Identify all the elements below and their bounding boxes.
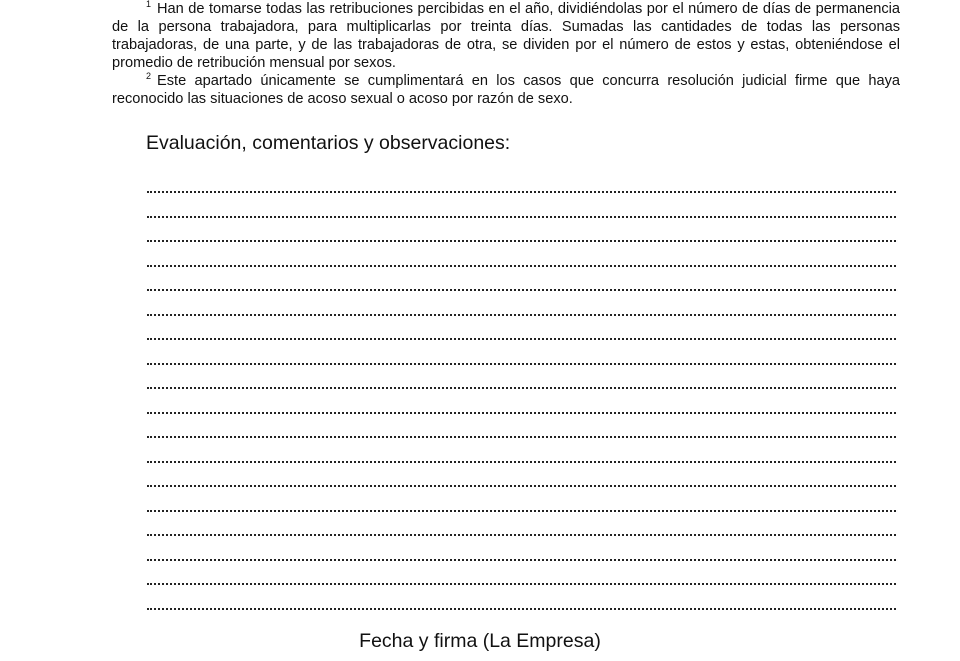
section-title: Evaluación, comentarios y observaciones: bbox=[146, 132, 511, 154]
observation-line bbox=[147, 203, 896, 218]
observation-line bbox=[147, 325, 896, 340]
observation-line bbox=[147, 350, 896, 365]
footnote-1-text: Han de tomarse todas las retribuciones percibidas en el año, dividiéndolas por el número de días de permanencia de la persona trabajadora, para multiplicarlas por treinta días. Sumadas las cantidades de todas las personas trabajadoras, de una parte, y de las trabajadoras de otra, se dividen por el número de estos y estas, obteniéndose el promedio de retribución mensual por sexos. bbox=[112, 1, 900, 71]
footnote-2-text: Este apartado únicamente se cumplimentará en los casos que concurra resolución judicial firme que haya reconocido las situaciones de acoso sexual o acoso por razón de sexo. bbox=[112, 73, 900, 107]
observation-line bbox=[147, 497, 896, 512]
footnotes bbox=[112, 0, 900, 108]
observation-line bbox=[147, 399, 896, 414]
observation-line bbox=[147, 301, 896, 316]
observation-line bbox=[147, 472, 896, 487]
observation-line bbox=[147, 521, 896, 536]
footnote-1-number: 1 bbox=[146, 0, 152, 9]
signature-label: Fecha y firma (La Empresa) bbox=[359, 630, 601, 652]
footnote-2-number: 2 bbox=[146, 71, 152, 81]
observations-blank-lines bbox=[147, 178, 896, 619]
observation-line bbox=[147, 374, 896, 389]
observation-line bbox=[147, 423, 896, 438]
observation-line bbox=[147, 595, 896, 610]
observation-line bbox=[147, 448, 896, 463]
footnote-2 bbox=[112, 72, 900, 108]
observation-line bbox=[147, 276, 896, 291]
observation-line bbox=[147, 178, 896, 193]
observation-line bbox=[147, 570, 896, 585]
observation-line bbox=[147, 546, 896, 561]
observation-line bbox=[147, 227, 896, 242]
observation-line bbox=[147, 252, 896, 267]
footnote-1 bbox=[112, 0, 900, 72]
